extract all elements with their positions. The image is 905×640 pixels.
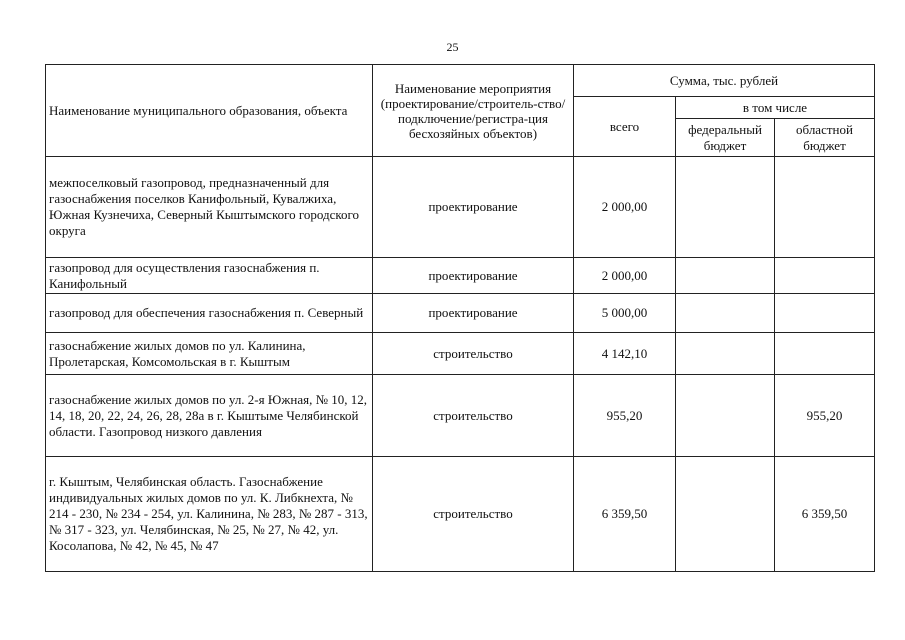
total-cell: 955,20: [574, 375, 676, 457]
header-activity-name: Наименование мероприятия (проектирование/строитель-ство/подключение/регистра-ция бесхозяйных объектов): [373, 65, 574, 157]
table-row: [46, 258, 875, 294]
federal-cell: [676, 375, 775, 457]
table-row: [46, 294, 875, 333]
federal-cell: [676, 157, 775, 258]
page-number: 25: [446, 40, 459, 54]
federal-cell: [676, 258, 775, 294]
table-row: [46, 457, 875, 572]
header-total: всего: [574, 97, 676, 157]
federal-cell: [676, 333, 775, 375]
regional-cell: 6 359,50: [775, 457, 875, 572]
total-cell: 2 000,00: [574, 157, 676, 258]
activity-cell: проектирование: [373, 258, 574, 294]
federal-cell: [676, 457, 775, 572]
regional-cell: [775, 157, 875, 258]
total-cell: 5 000,00: [574, 294, 676, 333]
object-cell: г. Кыштым, Челябинская область. Газоснабжение индивидуальных жилых домов по ул. К. Либкнехта, № 214 - 230, № 234 - 254, ул. Калинина, № 283, № 287 - 313, № 317 - 323, ул. Челябинская, № 25, № 27, № 42, ул. Косолапова, № 42, № 45, № 47: [46, 457, 373, 572]
activity-cell: проектирование: [373, 157, 574, 258]
regional-cell: 955,20: [775, 375, 875, 457]
table-row: [46, 375, 875, 457]
header-including: в том числе: [676, 97, 875, 119]
object-cell: газопровод для осуществления газоснабжения п. Канифольный: [46, 258, 373, 294]
activity-cell: строительство: [373, 375, 574, 457]
object-cell: межпоселковый газопровод, предназначенный для газоснабжения поселков Канифольный, Кувалжиха, Южная Кузнечиха, Северный Кыштымского городского округа: [46, 157, 373, 258]
table-row: [46, 157, 875, 258]
object-cell: газоснабжение жилых домов по ул. Калинина, Пролетарская, Комсомольская в г. Кыштым: [46, 333, 373, 375]
activity-cell: строительство: [373, 457, 574, 572]
regional-cell: [775, 333, 875, 375]
activity-cell: проектирование: [373, 294, 574, 333]
activity-cell: строительство: [373, 333, 574, 375]
budget-table: [45, 64, 875, 572]
header-federal-budget: федеральный бюджет: [676, 119, 775, 157]
header-object-name: Наименование муниципального образования, объекта: [46, 65, 373, 157]
table-row: [46, 333, 875, 375]
header-regional-budget: областной бюджет: [775, 119, 875, 157]
header-sum: Сумма, тыс. рублей: [574, 65, 875, 97]
regional-cell: [775, 294, 875, 333]
total-cell: 2 000,00: [574, 258, 676, 294]
total-cell: 6 359,50: [574, 457, 676, 572]
total-cell: 4 142,10: [574, 333, 676, 375]
regional-cell: [775, 258, 875, 294]
object-cell: газопровод для обеспечения газоснабжения п. Северный: [46, 294, 373, 333]
federal-cell: [676, 294, 775, 333]
object-cell: газоснабжение жилых домов по ул. 2-я Южная, № 10, 12, 14, 18, 20, 22, 24, 26, 28, 28а в г. Кыштыме Челябинской области. Газопровод низкого давления: [46, 375, 373, 457]
